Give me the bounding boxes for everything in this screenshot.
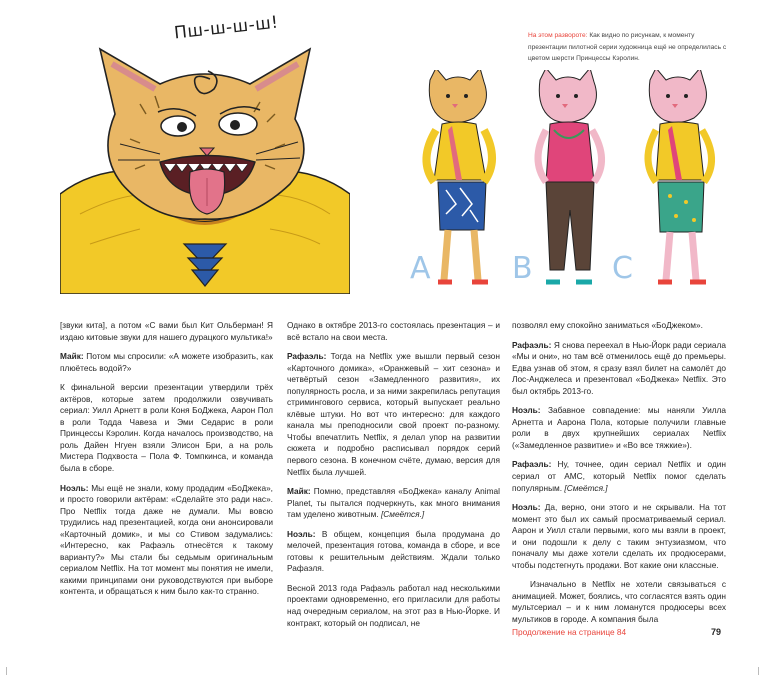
- paragraph: Майк: Потом мы спросили: «А можете изобразить, как плюётесь водой?»: [60, 351, 273, 373]
- caption-text: Как видно по рисункам, к моменту презентации пилотной серии художница ещё не определилась с цветом шерсти Принцессы Кэролин.: [528, 32, 727, 63]
- speaker-label: Рафаэль:: [512, 339, 552, 350]
- sound-effect-text: Пш-ш-ш-ш!: [173, 12, 280, 44]
- speaker-label: Ноэль:: [512, 405, 541, 416]
- paragraph: позволял ему спокойно заниматься «БоДжеком».: [512, 320, 703, 330]
- paragraph: Весной 2013 года Рафаэль работал над несколькими проектами одновременно, его пригласили для работы над очередным сериалом, на этот раз в Нью-Йорке. И контракт, который он подписал, не: [287, 582, 500, 628]
- crop-mark: [6, 667, 7, 675]
- speaker-label: Рафаэль:: [287, 351, 327, 362]
- variant-b-figure: [538, 70, 602, 282]
- paragraph: Рафаэль: Ну, точнее, один сериал Netflix и один сериал от AMC, который Netflix помог сделать популярным. [Смеётся.]: [512, 459, 727, 493]
- text-column-3: [512, 320, 726, 634]
- paragraph: Ноэль: Да, верно, они этого и не скрывали. На тот момент это был их самый просматриваемый сериал. Аарон и Уилл стали первыми, кого мы взяли в проект, и они подошли к делу с таким энтузиазмом, что поначалу мы даже хотели сделать их продюсерами, чтобы подстегнуть продажи. Вот какие они классные.: [512, 502, 726, 570]
- paragraph: Однако в октябре 2013-го состоялась презентация – и всё встало на свои места.: [287, 320, 500, 342]
- character-variants-illustration: [400, 70, 740, 306]
- stage-note: [Смеётся.]: [564, 482, 608, 493]
- paragraph: Рафаэль: Тогда на Netflix уже вышли первый сезон «Карточного домика», «Оранжевый – хит сезона» и четвёртый сезон «Замедленного развития», их популярность росла, и за ними закрепилась репутация стримингового сервиса, который выпускает реально клёвые штуки. Но вот что интересно: для каждого канала мы преподносили свой проект по-разному. Чтобы впечатлить Netflix, я делал упор на развитии сюжета и подробно расписывал порядок серий первого сезона. В конечном счёте, думаю, версия для Netflix была лучшей.: [287, 351, 500, 477]
- caption-highlight: На этом развороте:: [528, 32, 588, 39]
- paragraph: [звуки кита], а потом «С вами был Кит Ольберман! Я издаю китовые звуки для нашего дурацкого мультика!»: [60, 320, 273, 342]
- speaker-label: Ноэль:: [512, 502, 541, 513]
- paragraph: Ноэль: Мы ещё не знали, кому продадим «БоДжека», и просто говорили актёрам: «Сделайте это ради нас». Про Netflix тогда даже не думали. Мы вовсю трудились над презентацией, когда они анонсировали «Карточный домик», и мы со Стивом задумались: «Интересно, как Рафаэль отнесётся к такому варианту?» Мы стали бы седьмым оригинальным сериалом Netflix. На тот момент мы понятия не имели, какими принципами они руководствуются при выборе контента, и обращаться к ним было как-то странно.: [60, 482, 273, 597]
- variant-c-figure: [648, 70, 712, 282]
- caption: [528, 30, 734, 65]
- paragraph: Рафаэль: Я снова переехал в Нью-Йорк ради сериала «Мы и они», но там всё отменилось ещё до премьеры. Едва узнав об этом, я сразу взял билет на самолёт до Лос-Анджелеса и презентовал «БоДжека» Netflix. Это был октябрь 2013-го.: [512, 339, 726, 396]
- variant-letter-b: B: [512, 251, 533, 286]
- paragraph: Изначально в Netflix не хотели связываться с анимацией. Может, боялись, что согласятся взять один мультсериал – и к ним ломанутся продюсеры всех мультиков в городе. А компания была: [512, 579, 726, 625]
- paragraph: Ноэль: В общем, концепция была продумана до мелочей, презентация готова, команда в сборе, и все готовы к решительным действиям. Ждали только Рафаэля.: [287, 528, 500, 574]
- text-column-2: [287, 320, 500, 637]
- hissing-cat-illustration: [60, 44, 350, 294]
- paragraph: Ноэль: Забавное совпадение: мы наняли Уилла Арнетта и Аарона Пола, которые получили главные роли в двух крупнейших сериалах Netflix («Замедленное развитие» и «Во все тяжкие»).: [512, 405, 726, 450]
- page-number: 79: [711, 627, 722, 637]
- variant-letter-c: C: [612, 251, 633, 286]
- speaker-label: Ноэль:: [287, 528, 316, 539]
- crop-mark: [758, 667, 759, 675]
- speaker-label: Майк:: [287, 486, 311, 497]
- speaker-label: Ноэль:: [60, 482, 89, 493]
- speaker-label: Рафаэль:: [512, 459, 552, 470]
- variant-letter-a: A: [410, 251, 431, 286]
- stage-note: [Смеётся.]: [380, 509, 425, 520]
- variant-a-figure: [426, 70, 492, 282]
- text-column-1: [60, 320, 273, 606]
- continued-link[interactable]: Продолжение на странице 84: [512, 627, 627, 637]
- paragraph: Майк: Помню, представляя «БоДжека» каналу Animal Planet, ты пытался подчеркнуть, как много внимания там уделено животным. [Смеётся.]: [287, 486, 500, 520]
- speaker-label: Майк:: [60, 351, 84, 362]
- paragraph: К финальной версии презентации утвердили трёх актёров, которые затем продолжили озвучивать сериал: Уилл Арнетт в роли Коня БоДжека, Аарон Пол в роли Тодда Чавеза и Эми Седарис в роли Принцессы Кэролин. Когда началось производство, на роль Дайен Нгуен взяли Элисон Бри, а на роль Мистера Подхвоста – Пола Ф. Томпкинса, и команда была в сборе.: [60, 382, 273, 474]
